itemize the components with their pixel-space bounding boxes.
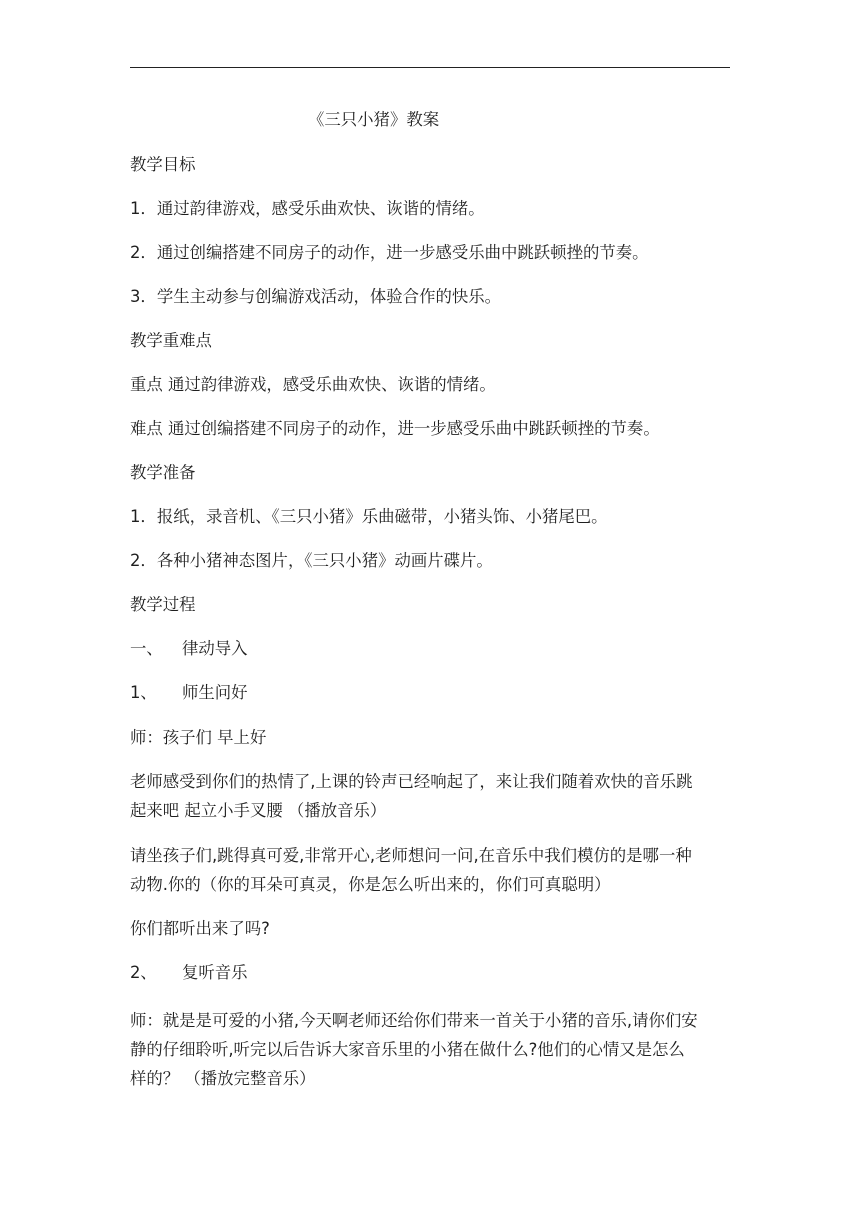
sub-step-2-text: 复听音乐 bbox=[182, 963, 248, 982]
sub-step-1-text: 师生问好 bbox=[182, 683, 248, 702]
step-1-heading bbox=[130, 636, 248, 662]
paragraph-3-line-2: 静的仔细聆听,听完以后告诉大家音乐里的小猪在做什么?他们的心情又是怎么 bbox=[130, 1040, 685, 1059]
page-title: 《三只小猪》教案 bbox=[308, 110, 440, 129]
question-line: 你们都听出来了吗? bbox=[130, 919, 270, 938]
header-rule bbox=[130, 67, 730, 68]
sub-step-2-heading bbox=[130, 960, 248, 986]
sub-step-1-heading bbox=[130, 680, 248, 706]
section-heading-prep: 教学准备 bbox=[130, 463, 196, 482]
step-1-number: 一、 bbox=[130, 639, 163, 658]
teacher-greeting: 师：孩子们 早上好 bbox=[130, 728, 267, 747]
paragraph-3-line-3: 样的？ （播放完整音乐） bbox=[130, 1069, 316, 1088]
prep-item-2: 2．各种小猪神态图片，《三只小猪》动画片碟片。 bbox=[130, 551, 493, 570]
difficult-point: 难点 通过创编搭建不同房子的动作，进一步感受乐曲中跳跃顿挫的节奏。 bbox=[130, 419, 660, 438]
section-heading-goals: 教学目标 bbox=[130, 155, 196, 174]
paragraph-1-line-1: 老师感受到你们的热情了,上课的铃声已经响起了，来让我们随着欢快的音乐跳 bbox=[130, 772, 693, 791]
paragraph-3-line-1: 师：就是是可爱的小猪,今天啊老师还给你们带来一首关于小猪的音乐,请你们安 bbox=[130, 1011, 698, 1030]
goal-item-2: 2．通过创编搭建不同房子的动作，进一步感受乐曲中跳跃顿挫的节奏。 bbox=[130, 243, 649, 262]
section-heading-process: 教学过程 bbox=[130, 595, 196, 614]
paragraph-2-line-1: 请坐孩子们,跳得真可爱,非常开心,老师想问一问,在音乐中我们模仿的是哪一种 bbox=[130, 846, 692, 865]
prep-item-1: 1．报纸，录音机、《三只小猪》乐曲磁带，小猪头饰、小猪尾巴。 bbox=[130, 507, 608, 526]
goal-item-3: 3．学生主动参与创编游戏活动，体验合作的快乐。 bbox=[130, 287, 502, 306]
step-1-text: 律动导入 bbox=[182, 639, 248, 658]
key-point: 重点 通过韵律游戏，感受乐曲欢快、诙谐的情绪。 bbox=[130, 375, 496, 394]
sub-step-2-number: 2、 bbox=[130, 963, 157, 982]
sub-step-1-number: 1、 bbox=[130, 683, 157, 702]
paragraph-2-line-2: 动物.你的（你的耳朵可真灵，你是怎么听出来的，你们可真聪明） bbox=[130, 875, 611, 894]
paragraph-1-line-2: 起来吧 起立小手叉腰 （播放音乐） bbox=[130, 801, 387, 820]
section-heading-key-points: 教学重难点 bbox=[130, 331, 212, 350]
goal-item-1: 1．通过韵律游戏，感受乐曲欢快、诙谐的情绪。 bbox=[130, 199, 485, 218]
